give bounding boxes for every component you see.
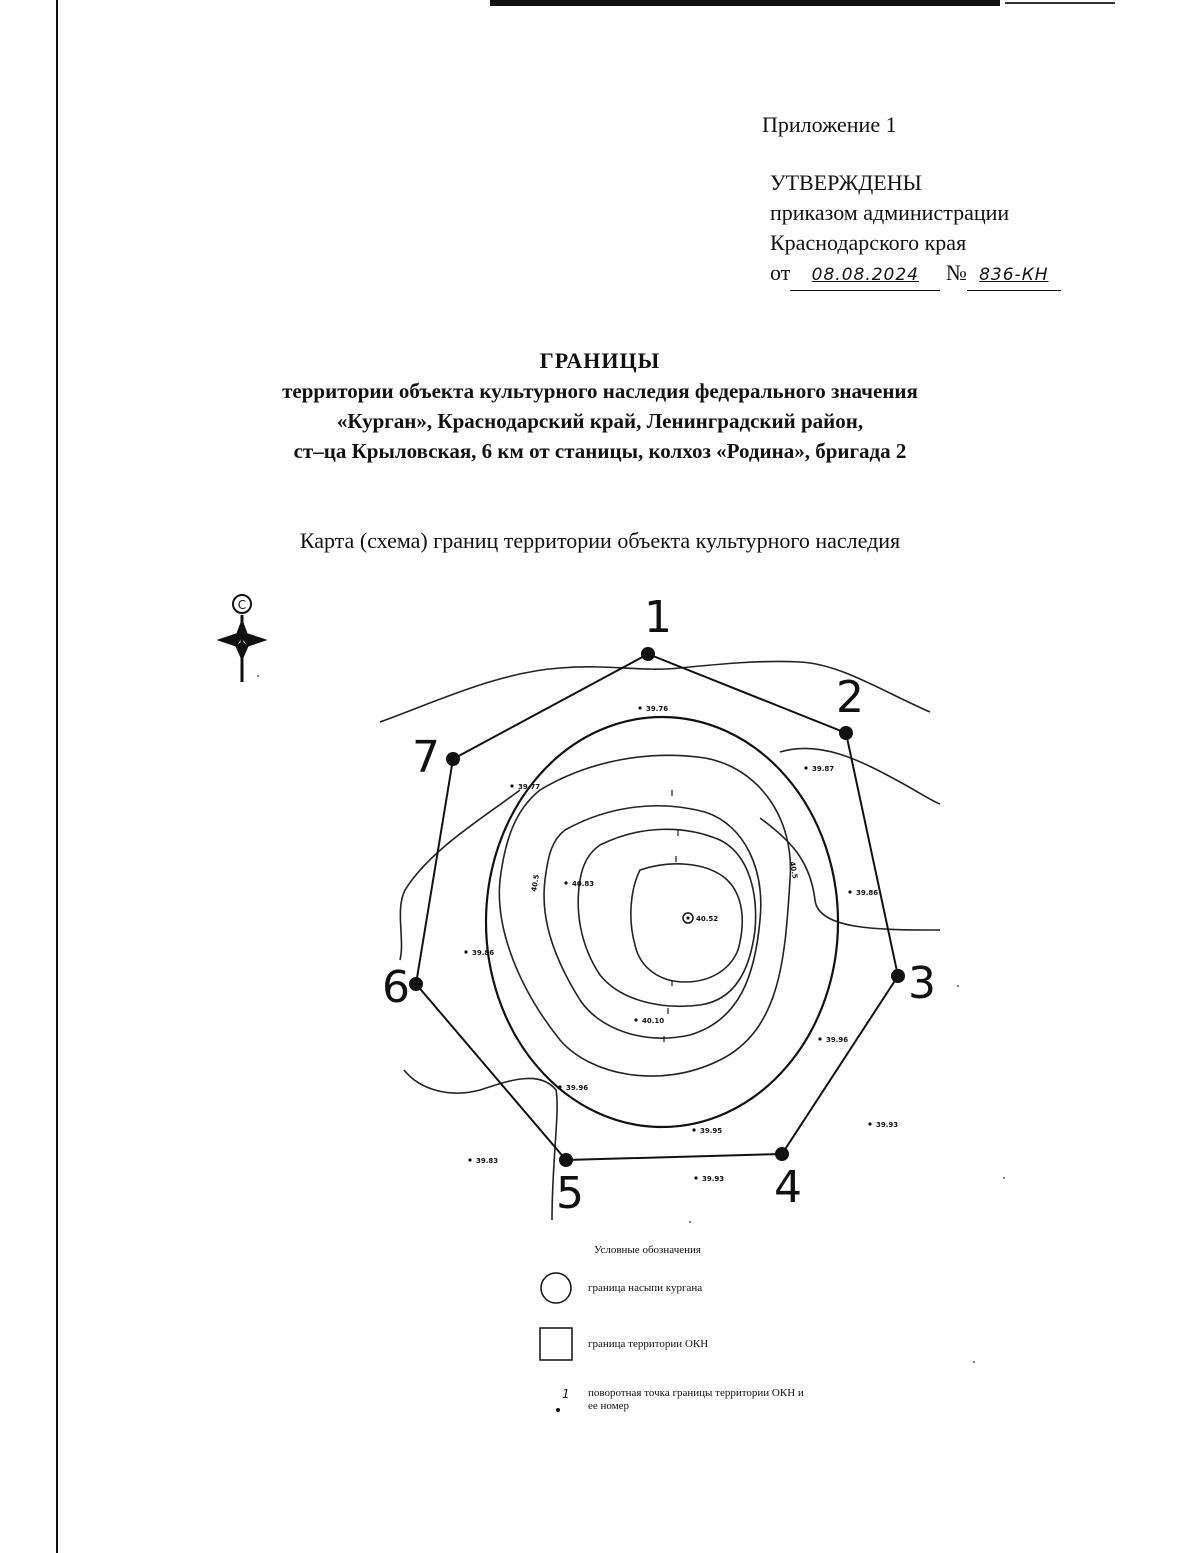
legend-item-territory <box>538 1326 808 1362</box>
elevation-label: 39.93 <box>876 1121 899 1129</box>
elevation-label: 39.86 <box>856 889 879 897</box>
boundary-point-5 <box>559 1153 573 1167</box>
point-label-2: 2 <box>836 672 864 723</box>
contour-label: 40.5 <box>788 860 799 880</box>
title-line-3: ст–ца Крыловская, 6 км от станицы, колхоз «Родина», бригада 2 <box>293 439 907 463</box>
number-value: 836-КН <box>967 260 1061 291</box>
elevation-label: 39.86 <box>472 949 495 957</box>
elevation-label: 40.83 <box>572 880 595 888</box>
date-value: 08.08.2024 <box>790 260 940 291</box>
boundary-point-labels <box>382 592 936 1219</box>
elevation-label: 39.93 <box>702 1175 725 1183</box>
boundary-point-7 <box>446 752 460 766</box>
point-label-4: 4 <box>774 1162 802 1213</box>
legend-point-label: поворотная точка границы территории ОКН и ее номер <box>588 1387 804 1412</box>
boundary-point-1 <box>641 647 655 661</box>
title-main: ГРАНИЦЫ <box>539 348 661 373</box>
terrain-line-south <box>404 1070 557 1220</box>
elevation-label: 39.83 <box>476 1157 499 1165</box>
elevation-label: 39.96 <box>826 1036 849 1044</box>
elevation-label: 40.10 <box>642 1017 665 1025</box>
order-label: приказом администрации <box>770 200 1010 225</box>
legend-mound-label: граница насыпи кургана <box>588 1281 703 1294</box>
elevation-label: 39.96 <box>566 1084 589 1092</box>
contour-label: 40.5 <box>530 873 541 893</box>
approved-label: УТВЕРЖДЕНЫ <box>770 170 922 195</box>
point-label-7: 7 <box>412 732 440 783</box>
boundary-point-6 <box>409 977 423 991</box>
terrain-line-west <box>400 790 520 960</box>
point-label-1: 1 <box>644 592 672 643</box>
contour-1 <box>499 755 790 1076</box>
title-line-2: «Курган», Краснодарский край, Ленинградский район, <box>336 409 864 433</box>
contour-lines <box>499 755 790 1076</box>
map-caption: Карта (схема) границ территории объекта культурного наследия <box>299 528 901 553</box>
point-label-6: 6 <box>382 962 410 1013</box>
point-label-5: 5 <box>556 1168 584 1219</box>
elevation-label: 39.77 <box>518 783 541 791</box>
elevation-label: 39.95 <box>700 1127 723 1135</box>
territory-boundary <box>416 654 898 1160</box>
elevation-marks <box>464 705 898 1183</box>
elevation-label: 39.76 <box>646 705 669 713</box>
legend-title: Условные обозначения <box>594 1244 701 1256</box>
terrain-lines <box>380 661 940 1220</box>
date-prefix: от <box>770 260 791 285</box>
number-prefix: № <box>945 260 967 285</box>
compass-letter: С <box>237 598 247 612</box>
legend-territory-label: граница территории ОКН <box>588 1337 709 1350</box>
boundary-point-2 <box>839 726 853 740</box>
elevation-label: 40.52 <box>696 915 719 923</box>
appendix-label: Приложение 1 <box>762 112 897 137</box>
legend-item-mound <box>538 1270 808 1306</box>
contour-ticks <box>664 790 678 1042</box>
point-label-3: 3 <box>908 958 936 1009</box>
square-icon <box>538 1326 574 1362</box>
region-label: Краснодарского края <box>770 230 967 255</box>
compass-icon <box>218 595 266 682</box>
legend-point-symbol: 1 <box>562 1387 570 1401</box>
title-line-1: территории объекта культурного наследия федерального значения <box>282 379 918 403</box>
legend-item-point <box>538 1382 808 1418</box>
boundary-point-3 <box>891 969 905 983</box>
circle-icon <box>538 1270 574 1306</box>
mound-boundary <box>486 717 838 1127</box>
boundary-point-4 <box>775 1147 789 1161</box>
elevation-label: 39.87 <box>812 765 835 773</box>
point-marker-icon <box>538 1382 574 1418</box>
